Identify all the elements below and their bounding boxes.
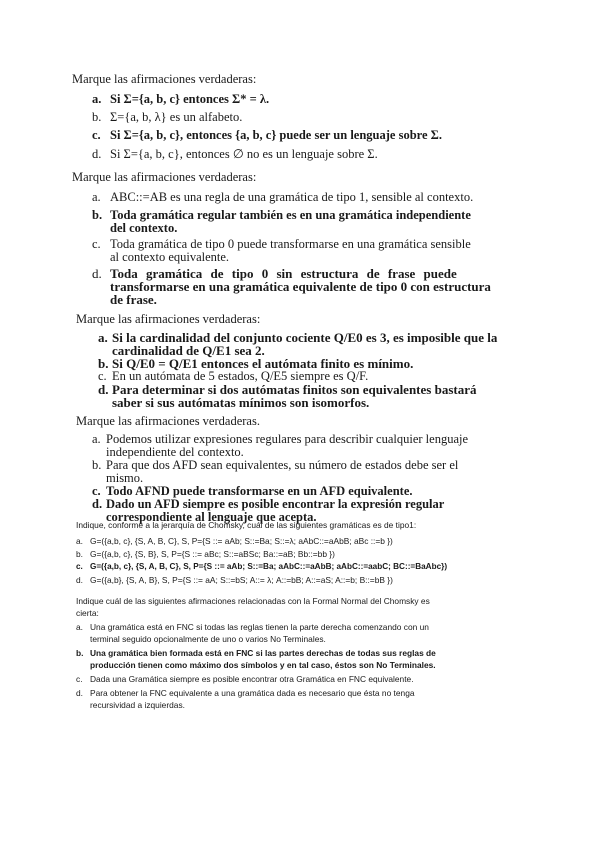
option-letter: a.: [76, 622, 83, 632]
option-text: Si Σ={a, b, c}, entonces ∅ no es un lenguaje sobre Σ.: [110, 147, 378, 161]
q6-option-a: [76, 622, 429, 632]
option-letter: a.: [92, 190, 101, 204]
q5-option-a: [76, 536, 393, 546]
q6-option-d-line2: recursividad a izquierdas.: [90, 700, 185, 710]
q6-option-b: [76, 648, 436, 658]
option-text: En un autómata de 5 estados, Q/E5 siempre es Q/F.: [112, 369, 369, 383]
q4-option-b: [92, 458, 458, 473]
question-6-heading: Indique cuál de las siguientes afirmaciones relacionadas con la Formal Normal del Chomsky es: [76, 596, 430, 606]
option-letter: b.: [76, 648, 84, 658]
option-text: Σ={a, b, λ} es un alfabeto.: [110, 110, 243, 124]
q1-option-d: [92, 146, 378, 162]
option-letter: d.: [92, 147, 102, 161]
q4-option-b-line2: mismo.: [106, 471, 144, 485]
q6-option-a-line2: terminal seguido opcionalmente de uno o varios No Terminales.: [90, 634, 326, 644]
option-letter: c.: [76, 674, 83, 684]
option-text: Toda gramática de tipo 0 puede transformarse en una gramática sensible: [110, 237, 471, 251]
q2-option-a: [92, 190, 473, 205]
option-letter: c.: [92, 484, 101, 498]
option-text: Podemos utilizar expresiones regulares para describir cualquier lenguaje: [106, 432, 469, 446]
option-text: G=({a,b}, {S, A, B}, S, P={S ::= aA; S::=bS; A::= λ; A::=bB; A::=aS; A::=b; B::=bB }): [90, 575, 393, 585]
option-letter: b.: [92, 208, 103, 222]
q6-option-d: [76, 688, 415, 698]
q5-option-d: [76, 575, 393, 585]
q1-option-b: [92, 110, 242, 125]
option-text: G=({a,b, c}, {S, A, B, C}, S, P={S ::= aAb; S::=Ba; S::=λ; aAbC::=aAbB; aBc ::=b }): [90, 536, 393, 546]
option-text: Para determinar si dos autómatas finitos son equivalentes bastará: [112, 382, 477, 397]
option-letter: b.: [92, 110, 102, 124]
question-4-heading: Marque las afirmaciones verdaderas.: [76, 414, 260, 428]
option-text: Una gramática está en FNC si todas las reglas tienen la parte derecha comenzando con un: [90, 622, 429, 632]
question-5-heading: Indique, conforme a la jerarquía de Chomsky, cuál de las siguientes gramáticas es de tipo1:: [76, 520, 417, 530]
option-text: Dado un AFD siempre es posible encontrar la expresión regular: [106, 497, 445, 511]
option-letter: a.: [92, 92, 102, 106]
q2-option-d-line2: transformarse en una gramática equivalente de tipo 0 con estructura: [110, 279, 491, 294]
option-text: Para que dos AFD sean equivalentes, su número de estados debe ser el: [106, 458, 459, 472]
option-letter: d.: [76, 575, 83, 585]
option-letter: b.: [76, 549, 83, 559]
option-letter: c.: [92, 128, 101, 142]
option-letter: b.: [92, 458, 102, 472]
option-letter: c.: [76, 562, 83, 571]
option-letter: a.: [76, 536, 83, 546]
option-letter: d.: [92, 266, 102, 281]
q1-option-c: [92, 128, 442, 143]
question-6-heading-line2: cierta:: [76, 608, 99, 618]
option-text: ABC::=AB es una regla de una gramática de tipo 1, sensible al contexto.: [110, 190, 474, 204]
option-letter: d.: [92, 497, 103, 511]
q2-option-d-line3: de frase.: [110, 292, 157, 307]
option-text: Una gramática bien formada está en FNC si las partes derechas de todas sus reglas de: [90, 648, 436, 658]
option-letter: d.: [98, 382, 109, 397]
q3-option-a-line2: cardinalidad de Q/E1 sea 2.: [112, 343, 265, 358]
option-text: Todo AFND puede transformarse en un AFD equivalente.: [106, 484, 413, 498]
q4-option-a-line2: independiente del contexto.: [106, 445, 244, 459]
question-3-heading: Marque las afirmaciones verdaderas:: [76, 312, 261, 326]
option-letter: c.: [92, 237, 101, 251]
option-text: Si la cardinalidad del conjunto cociente Q/E0 es 3, es imposible que la: [112, 330, 498, 345]
option-letter: a.: [98, 330, 108, 345]
option-text: Si Q/E0 = Q/E1 entonces el autómata finito es mínimo.: [112, 356, 414, 371]
q6-option-c: [76, 674, 414, 684]
q5-option-c: [76, 562, 447, 571]
option-letter: a.: [92, 432, 101, 446]
option-text: Para obtener la FNC equivalente a una gramática dada es necesario que ésta no tenga: [90, 688, 415, 698]
option-text: Toda gramática regular también es en una gramática independiente: [110, 208, 471, 222]
q3-option-d-line2: saber si sus autómatas mínimos son isomorfos.: [112, 395, 370, 410]
q1-option-a: [92, 92, 269, 107]
option-text: G=({a,b, c}, {S, A, B, C}, S, P={S ::= aAb; S::=Ba; aAbC::=aAbB; aAbC::=aabC; BC::=BaAbc}): [90, 562, 448, 571]
q2-option-b-line2: del contexto.: [110, 221, 178, 235]
option-letter: d.: [76, 688, 83, 698]
option-letter: c.: [98, 369, 107, 383]
option-text: G=({a,b, c}, {S, B}, S, P={S ::= aBc; S::=aBSc; Ba::=aB; Bb::=bb }): [90, 549, 335, 559]
question-2-heading: Marque las afirmaciones verdaderas:: [72, 170, 257, 184]
q2-option-c-line2: al contexto equivalente.: [110, 250, 230, 264]
question-1-heading: Marque las afirmaciones verdaderas:: [72, 72, 257, 86]
q5-option-b: [76, 549, 335, 559]
option-text: Dada una Gramática siempre es posible encontrar otra Gramática en FNC equivalente.: [90, 674, 414, 684]
option-text: Toda gramática de tipo 0 sin estructura de frase puede: [110, 266, 457, 281]
option-text: Si Σ={a, b, c} entonces Σ* = λ.: [110, 92, 270, 106]
q4-option-d-line2: correspondiente al lenguaje que acepta.: [106, 510, 317, 524]
option-text: Si Σ={a, b, c}, entonces {a, b, c} puede ser un lenguaje sobre Σ.: [110, 128, 442, 142]
q6-option-b-line2: producción tienen como máximo dos símbolos y en tal caso, éstos son No Terminales.: [90, 660, 436, 670]
option-letter: b.: [98, 356, 109, 371]
